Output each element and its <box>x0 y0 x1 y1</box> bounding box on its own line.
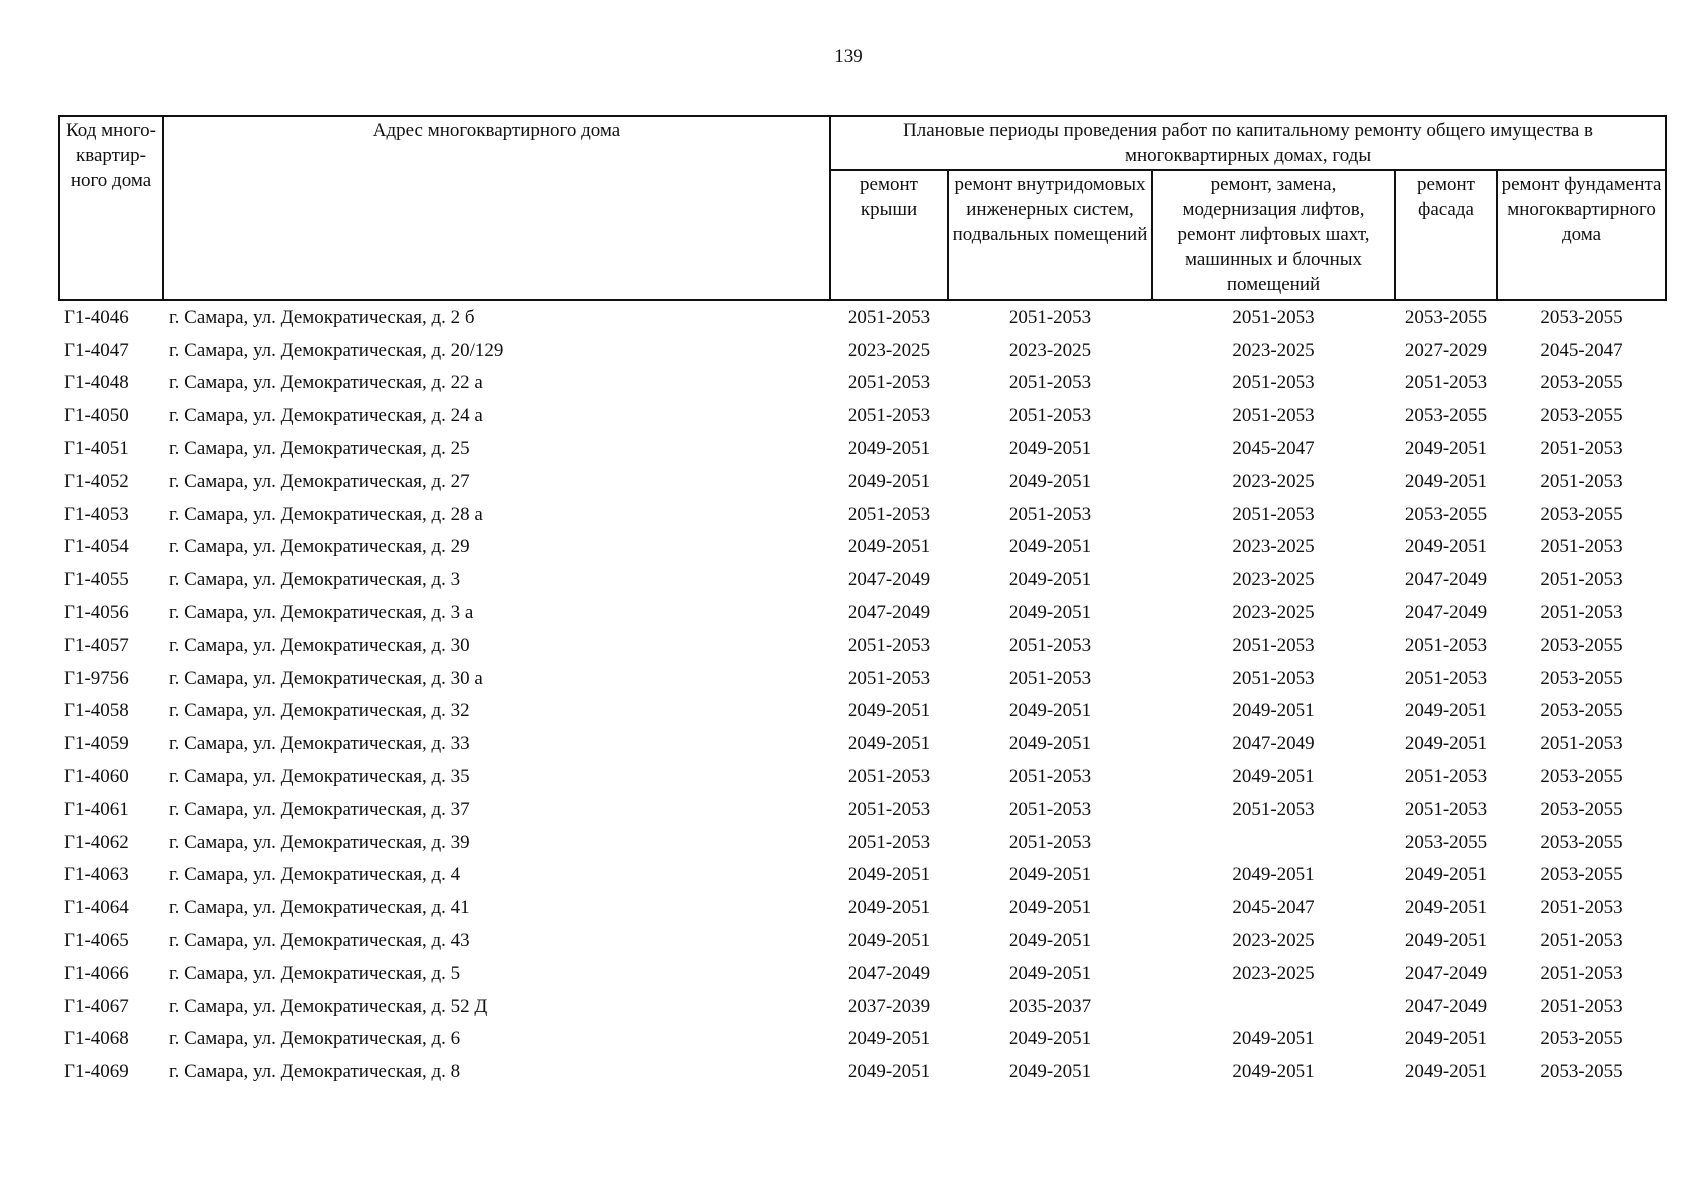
cell-facade: 2027-2029 <box>1404 339 1488 361</box>
cell-code: Г1-4069 <box>64 1061 129 1083</box>
cell-code: Г1-4059 <box>64 733 129 755</box>
cell-foundation: 2051-2053 <box>1540 897 1623 919</box>
cell-roof: 2051-2053 <box>847 372 931 394</box>
cell-code: Г1-4067 <box>64 995 129 1017</box>
cell-elevators <box>1152 990 1395 1023</box>
cell-roof: 2049-2051 <box>847 930 931 952</box>
table-row <box>59 399 1666 432</box>
table-row <box>59 957 1666 990</box>
table-header <box>59 116 1666 300</box>
cell-elevators: 2049-2051 <box>1232 864 1315 886</box>
cell-address: г. Самара, ул. Демократическая, д. 25 <box>169 438 470 460</box>
cell-code: Г1-4063 <box>64 864 129 886</box>
cell-address: г. Самара, ул. Демократическая, д. 37 <box>169 798 470 820</box>
cell-code: Г1-9756 <box>64 667 129 689</box>
table-row <box>59 891 1666 924</box>
cell-address: г. Самара, ул. Демократическая, д. 3 а <box>169 602 474 624</box>
cell-facade: 2049-2051 <box>1404 864 1488 886</box>
table-row <box>59 924 1666 957</box>
cell-facade: 2051-2053 <box>1404 798 1488 820</box>
table-row <box>59 432 1666 465</box>
cell-foundation: 2053-2055 <box>1540 1028 1623 1050</box>
cell-elevators: 2051-2053 <box>1232 503 1315 525</box>
cell-address: г. Самара, ул. Демократическая, д. 5 <box>169 962 461 984</box>
cell-roof: 2049-2051 <box>847 470 931 492</box>
cell-elevators: 2023-2025 <box>1232 470 1315 492</box>
table-row <box>59 596 1666 629</box>
cell-foundation: 2053-2055 <box>1540 306 1623 328</box>
cell-systems: 2049-2051 <box>1008 438 1092 460</box>
cell-systems: 2051-2053 <box>1008 306 1092 328</box>
cell-code: Г1-4047 <box>64 339 129 361</box>
cell-address: г. Самара, ул. Демократическая, д. 3 <box>169 569 461 591</box>
cell-systems: 2051-2053 <box>1008 667 1092 689</box>
cell-roof: 2049-2051 <box>847 1028 931 1050</box>
cell-facade: 2053-2055 <box>1404 306 1488 328</box>
cell-foundation: 2053-2055 <box>1540 798 1623 820</box>
header-elevators: ремонт, замена, модернизация лифтов, ремонт лифтовых шахт, машинных и блочных помещений <box>1152 170 1395 300</box>
cell-elevators: 2049-2051 <box>1232 1061 1315 1083</box>
table-row <box>59 990 1666 1023</box>
cell-foundation: 2053-2055 <box>1540 864 1623 886</box>
cell-foundation: 2051-2053 <box>1540 930 1623 952</box>
cell-roof: 2049-2051 <box>847 897 931 919</box>
cell-facade: 2047-2049 <box>1404 569 1488 591</box>
cell-foundation: 2051-2053 <box>1540 962 1623 984</box>
cell-roof: 2047-2049 <box>847 569 931 591</box>
cell-systems: 2051-2053 <box>1008 405 1092 427</box>
cell-code: Г1-4055 <box>64 569 129 591</box>
cell-address: г. Самара, ул. Демократическая, д. 52 Д <box>169 995 488 1017</box>
cell-roof: 2023-2025 <box>847 339 931 361</box>
cell-roof: 2051-2053 <box>847 503 931 525</box>
cell-roof: 2051-2053 <box>847 798 931 820</box>
cell-code: Г1-4051 <box>64 438 129 460</box>
cell-systems: 2035-2037 <box>1008 995 1092 1017</box>
cell-elevators: 2023-2025 <box>1232 962 1315 984</box>
cell-facade: 2049-2051 <box>1404 930 1488 952</box>
cell-facade: 2049-2051 <box>1404 1061 1488 1083</box>
header-foundation: ремонт фундамента многоквартирного дома <box>1497 170 1666 300</box>
cell-facade: 2047-2049 <box>1404 962 1488 984</box>
cell-roof: 2051-2053 <box>847 306 931 328</box>
table-row <box>59 662 1666 695</box>
table-body <box>59 300 1666 1088</box>
cell-facade: 2053-2055 <box>1404 831 1488 853</box>
cell-systems: 2051-2053 <box>1008 372 1092 394</box>
header-address: Адрес многоквартирного дома <box>163 116 830 300</box>
cell-facade: 2049-2051 <box>1404 1028 1488 1050</box>
cell-systems: 2049-2051 <box>1008 1028 1092 1050</box>
cell-elevators: 2051-2053 <box>1232 667 1315 689</box>
cell-address: г. Самара, ул. Демократическая, д. 27 <box>169 470 470 492</box>
cell-foundation: 2053-2055 <box>1540 667 1623 689</box>
cell-roof: 2049-2051 <box>847 1061 931 1083</box>
cell-systems: 2049-2051 <box>1008 930 1092 952</box>
cell-code: Г1-4058 <box>64 700 129 722</box>
cell-roof: 2051-2053 <box>847 634 931 656</box>
cell-code: Г1-4066 <box>64 962 129 984</box>
cell-elevators: 2051-2053 <box>1232 405 1315 427</box>
cell-facade: 2053-2055 <box>1404 503 1488 525</box>
cell-roof: 2047-2049 <box>847 962 931 984</box>
page-number: 139 <box>834 46 863 67</box>
cell-facade: 2051-2053 <box>1404 372 1488 394</box>
cell-address: г. Самара, ул. Демократическая, д. 43 <box>169 930 470 952</box>
cell-address: г. Самара, ул. Демократическая, д. 28 а <box>169 503 483 525</box>
cell-foundation: 2051-2053 <box>1540 569 1623 591</box>
cell-roof: 2049-2051 <box>847 700 931 722</box>
cell-roof: 2049-2051 <box>847 438 931 460</box>
cell-facade: 2051-2053 <box>1404 667 1488 689</box>
table-row <box>59 367 1666 400</box>
cell-code: Г1-4065 <box>64 930 129 952</box>
cell-foundation: 2051-2053 <box>1540 995 1623 1017</box>
cell-code: Г1-4060 <box>64 766 129 788</box>
cell-foundation: 2053-2055 <box>1540 1061 1623 1083</box>
cell-systems: 2049-2051 <box>1008 569 1092 591</box>
cell-facade: 2049-2051 <box>1404 897 1488 919</box>
cell-elevators: 2049-2051 <box>1232 700 1315 722</box>
cell-address: г. Самара, ул. Демократическая, д. 41 <box>169 897 470 919</box>
cell-elevators: 2045-2047 <box>1232 438 1315 460</box>
cell-roof: 2049-2051 <box>847 864 931 886</box>
cell-address: г. Самара, ул. Демократическая, д. 4 <box>169 864 461 886</box>
cell-facade: 2049-2051 <box>1404 536 1488 558</box>
cell-facade: 2051-2053 <box>1404 634 1488 656</box>
cell-foundation: 2045-2047 <box>1540 339 1623 361</box>
table-row <box>59 1023 1666 1056</box>
table-row <box>59 760 1666 793</box>
cell-address: г. Самара, ул. Демократическая, д. 20/129 <box>169 339 504 361</box>
cell-address: г. Самара, ул. Демократическая, д. 32 <box>169 700 470 722</box>
cell-foundation: 2051-2053 <box>1540 470 1623 492</box>
cell-foundation: 2053-2055 <box>1540 700 1623 722</box>
cell-code: Г1-4056 <box>64 602 129 624</box>
cell-elevators: 2047-2049 <box>1232 733 1315 755</box>
cell-elevators: 2049-2051 <box>1232 1028 1315 1050</box>
cell-systems: 2051-2053 <box>1008 634 1092 656</box>
table-row <box>59 465 1666 498</box>
cell-elevators: 2023-2025 <box>1232 602 1315 624</box>
cell-foundation: 2051-2053 <box>1540 602 1623 624</box>
cell-systems: 2049-2051 <box>1008 602 1092 624</box>
cell-address: г. Самара, ул. Демократическая, д. 2 б <box>169 306 475 328</box>
cell-elevators: 2023-2025 <box>1232 339 1315 361</box>
table-row <box>59 1055 1666 1088</box>
cell-address: г. Самара, ул. Демократическая, д. 33 <box>169 733 470 755</box>
cell-systems: 2049-2051 <box>1008 700 1092 722</box>
cell-address: г. Самара, ул. Демократическая, д. 29 <box>169 536 470 558</box>
header-systems: ремонт внутридомовых инженерных систем, подвальных помещений <box>948 170 1152 300</box>
cell-elevators: 2051-2053 <box>1232 634 1315 656</box>
cell-address: г. Самара, ул. Демократическая, д. 8 <box>169 1061 461 1083</box>
cell-systems: 2049-2051 <box>1008 1061 1092 1083</box>
header-facade: ремонт фасада <box>1395 170 1497 300</box>
cell-systems: 2023-2025 <box>1008 339 1092 361</box>
cell-systems: 2051-2053 <box>1008 766 1092 788</box>
cell-elevators: 2049-2051 <box>1232 766 1315 788</box>
cell-foundation: 2053-2055 <box>1540 766 1623 788</box>
cell-roof: 2051-2053 <box>847 831 931 853</box>
table-row <box>59 563 1666 596</box>
cell-code: Г1-4048 <box>64 372 129 394</box>
cell-code: Г1-4064 <box>64 897 129 919</box>
cell-systems: 2051-2053 <box>1008 798 1092 820</box>
cell-systems: 2049-2051 <box>1008 470 1092 492</box>
cell-systems: 2049-2051 <box>1008 864 1092 886</box>
cell-facade: 2049-2051 <box>1404 733 1488 755</box>
cell-address: г. Самара, ул. Демократическая, д. 22 а <box>169 372 483 394</box>
cell-elevators: 2051-2053 <box>1232 798 1315 820</box>
table-row <box>59 531 1666 564</box>
cell-roof: 2047-2049 <box>847 602 931 624</box>
table-row <box>59 695 1666 728</box>
cell-code: Г1-4057 <box>64 634 129 656</box>
table-row <box>59 498 1666 531</box>
header-roof: ремонт крыши <box>830 170 948 300</box>
table-row <box>59 793 1666 826</box>
table-row <box>59 826 1666 859</box>
cell-code: Г1-4052 <box>64 470 129 492</box>
cell-code: Г1-4061 <box>64 798 129 820</box>
cell-elevators: 2023-2025 <box>1232 930 1315 952</box>
cell-roof: 2051-2053 <box>847 405 931 427</box>
cell-systems: 2051-2053 <box>1008 503 1092 525</box>
capital-repair-table <box>58 115 1667 1088</box>
table-row <box>59 300 1666 334</box>
cell-facade: 2049-2051 <box>1404 700 1488 722</box>
cell-address: г. Самара, ул. Демократическая, д. 6 <box>169 1028 461 1050</box>
cell-roof: 2051-2053 <box>847 667 931 689</box>
cell-code: Г1-4062 <box>64 831 129 853</box>
cell-elevators: 2051-2053 <box>1232 372 1315 394</box>
cell-foundation: 2051-2053 <box>1540 536 1623 558</box>
cell-facade: 2047-2049 <box>1404 602 1488 624</box>
table-row <box>59 727 1666 760</box>
cell-elevators: 2023-2025 <box>1232 569 1315 591</box>
cell-foundation: 2053-2055 <box>1540 831 1623 853</box>
cell-systems: 2051-2053 <box>1008 831 1092 853</box>
cell-foundation: 2053-2055 <box>1540 503 1623 525</box>
table-row <box>59 334 1666 367</box>
cell-systems: 2049-2051 <box>1008 733 1092 755</box>
cell-address: г. Самара, ул. Демократическая, д. 35 <box>169 766 470 788</box>
cell-roof: 2037-2039 <box>847 995 931 1017</box>
cell-facade: 2049-2051 <box>1404 438 1488 460</box>
cell-address: г. Самара, ул. Демократическая, д. 30 а <box>169 667 483 689</box>
cell-elevators: 2023-2025 <box>1232 536 1315 558</box>
cell-foundation: 2053-2055 <box>1540 634 1623 656</box>
cell-elevators: 2051-2053 <box>1232 306 1315 328</box>
cell-systems: 2049-2051 <box>1008 962 1092 984</box>
cell-facade: 2053-2055 <box>1404 405 1488 427</box>
cell-address: г. Самара, ул. Демократическая, д. 30 <box>169 634 470 656</box>
cell-foundation: 2051-2053 <box>1540 438 1623 460</box>
cell-address: г. Самара, ул. Демократическая, д. 39 <box>169 831 470 853</box>
cell-foundation: 2053-2055 <box>1540 372 1623 394</box>
cell-code: Г1-4053 <box>64 503 129 525</box>
cell-systems: 2049-2051 <box>1008 536 1092 558</box>
table-row <box>59 629 1666 662</box>
cell-elevators: 2045-2047 <box>1232 897 1315 919</box>
cell-code: Г1-4054 <box>64 536 129 558</box>
cell-address: г. Самара, ул. Демократическая, д. 24 а <box>169 405 483 427</box>
header-periods: Плановые периоды проведения работ по капитальному ремонту общего имущества в многоквартирных домах, годы <box>830 116 1666 170</box>
cell-foundation: 2053-2055 <box>1540 405 1623 427</box>
cell-code: Г1-4046 <box>64 306 129 328</box>
cell-elevators <box>1152 826 1395 859</box>
cell-code: Г1-4050 <box>64 405 129 427</box>
cell-facade: 2051-2053 <box>1404 766 1488 788</box>
table-row <box>59 859 1666 892</box>
header-code: Код много- квартир- ного дома <box>59 116 163 300</box>
cell-facade: 2049-2051 <box>1404 470 1488 492</box>
cell-systems: 2049-2051 <box>1008 897 1092 919</box>
cell-roof: 2049-2051 <box>847 733 931 755</box>
cell-code: Г1-4068 <box>64 1028 129 1050</box>
cell-foundation: 2051-2053 <box>1540 733 1623 755</box>
cell-roof: 2049-2051 <box>847 536 931 558</box>
cell-roof: 2051-2053 <box>847 766 931 788</box>
cell-facade: 2047-2049 <box>1404 995 1488 1017</box>
